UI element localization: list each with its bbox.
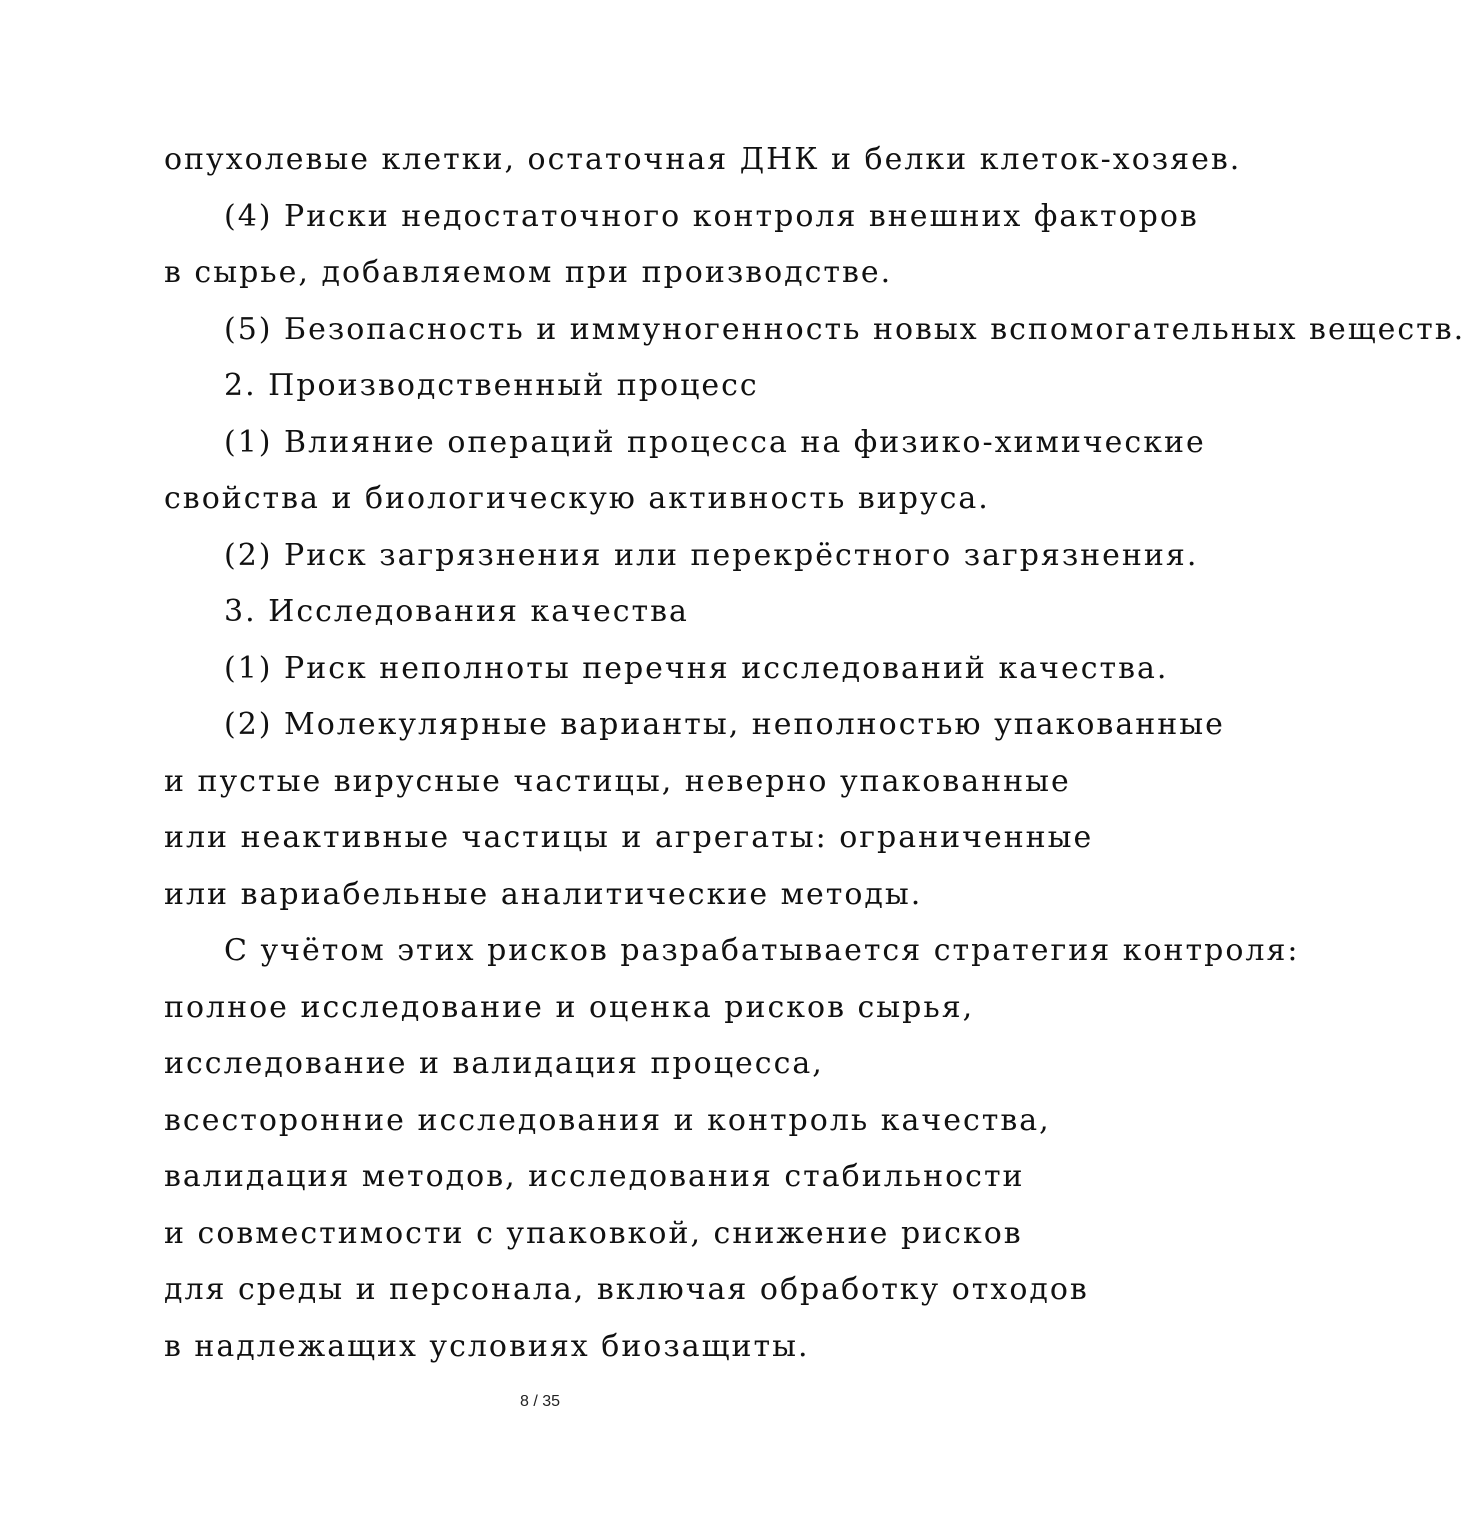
page-body <box>164 132 1465 1375</box>
summary-paragraph-line-4: всесторонние исследования и контроль качества, <box>164 1102 1051 1138</box>
process-item-2: (2) Риск загрязнения или перекрёстного загрязнения. <box>224 537 1199 573</box>
quality-item-2-line-4: или вариабельные аналитические методы. <box>164 876 923 912</box>
section-heading-quality-research: 3. Исследования качества <box>224 594 689 629</box>
risk-item-4-line-2: в сырье, добавляемом при производстве. <box>164 255 893 290</box>
text-line-1: опухолевые клетки, остаточная ДНК и белки клеток-хозяев. <box>164 142 1242 177</box>
summary-paragraph-line-8: в надлежащих условиях биозащиты. <box>164 1328 810 1364</box>
risk-item-5: (5) Безопасность и иммуногенность новых вспомогательных веществ. <box>224 311 1465 347</box>
quality-item-2-line-2: и пустые вирусные частицы, неверно упакованные <box>164 763 1071 799</box>
process-item-1-line-2: свойства и биологическую активность вируса. <box>164 481 990 516</box>
risk-item-4-line-1: (4) Риски недостаточного контроля внешних факторов <box>224 198 1199 234</box>
summary-paragraph-line-3: исследование и валидация процесса, <box>164 1046 824 1081</box>
quality-item-1: (1) Риск неполноты перечня исследований качества. <box>224 650 1169 686</box>
page-number: 8 / 35 <box>519 1393 561 1410</box>
quality-item-2-line-1: (2) Молекулярные варианты, неполностью упакованные <box>224 707 1225 742</box>
process-item-1-line-1: (1) Влияние операций процесса на физико-химические <box>224 424 1206 460</box>
summary-paragraph-line-5: валидация методов, исследования стабильности <box>164 1159 1025 1194</box>
summary-paragraph-line-1: С учётом этих рисков разрабатывается стратегия контроля: <box>224 933 1300 968</box>
quality-item-2-line-3: или неактивные частицы и агрегаты: ограниченные <box>164 820 1094 855</box>
summary-paragraph-line-7: для среды и персонала, включая обработку отходов <box>164 1272 1089 1307</box>
section-heading-production-process: 2. Производственный процесс <box>224 368 759 403</box>
summary-paragraph-line-2: полное исследование и оценка рисков сырья, <box>164 989 975 1025</box>
summary-paragraph-line-6: и совместимости с упаковкой, снижение рисков <box>164 1215 1023 1251</box>
